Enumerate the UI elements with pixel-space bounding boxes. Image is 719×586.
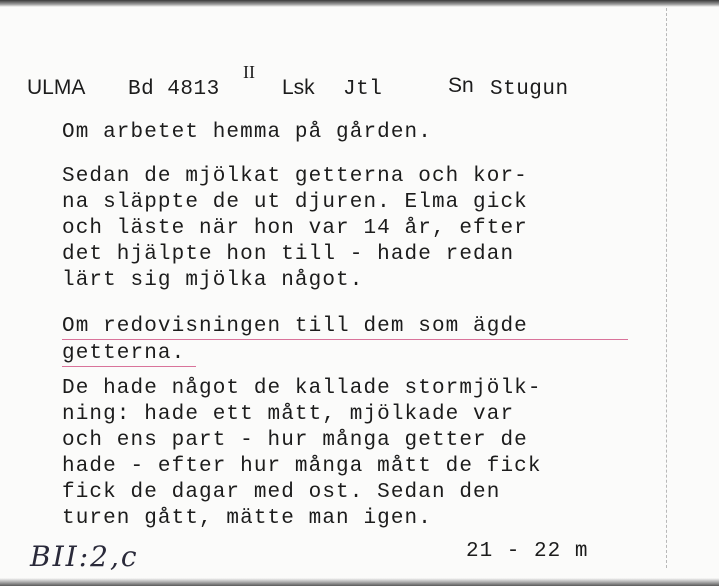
province-code: Jtl bbox=[343, 78, 383, 101]
margin-rule bbox=[666, 8, 667, 568]
highlight-underline bbox=[62, 366, 196, 367]
handwritten-signum: BII:2,c bbox=[30, 540, 139, 573]
section-3-line: getterna. bbox=[62, 342, 186, 365]
section-2-line: och läste när hon var 14 år, efter bbox=[62, 217, 528, 240]
volume-superscript: II bbox=[243, 62, 255, 82]
section-4-line: och ens part - hur många getter de bbox=[62, 429, 528, 452]
section-3-line: Om redovisningen till dem som ägde bbox=[62, 315, 528, 338]
section-4-line: hade - efter hur många mått de fick bbox=[62, 455, 542, 478]
card-top-edge bbox=[0, 0, 719, 7]
section-2-line: det hjälpte hon till - hade redan bbox=[62, 243, 515, 266]
section-1-line: Om arbetet hemma på gården. bbox=[62, 121, 432, 144]
page-reference: 21 - 22 m bbox=[466, 540, 589, 563]
informant-name: ULMA bbox=[27, 76, 86, 99]
section-2-line: Sedan de mjölkat getterna och kor- bbox=[62, 165, 528, 188]
section-2-line: lärt sig mjölka något. bbox=[62, 269, 364, 292]
section-2-line: na släppte de ut djuren. Elma gick bbox=[62, 191, 528, 214]
volume-number: Bd 4813 bbox=[128, 78, 220, 101]
section-4-line: turen gått, mätte man igen. bbox=[62, 507, 432, 530]
district-code: Lsk bbox=[282, 76, 315, 99]
section-4-line: fick de dagar med ost. Sedan den bbox=[62, 481, 501, 504]
highlight-underline bbox=[62, 339, 628, 340]
parish-name: Stugun bbox=[490, 78, 569, 101]
section-4-line: ning: hade ett mått, mjölkade var bbox=[62, 403, 515, 426]
section-4-line: De hade något de kallade stormjölk- bbox=[62, 377, 542, 400]
card-bottom-edge bbox=[0, 578, 719, 586]
parish-label: Sn bbox=[448, 74, 474, 97]
